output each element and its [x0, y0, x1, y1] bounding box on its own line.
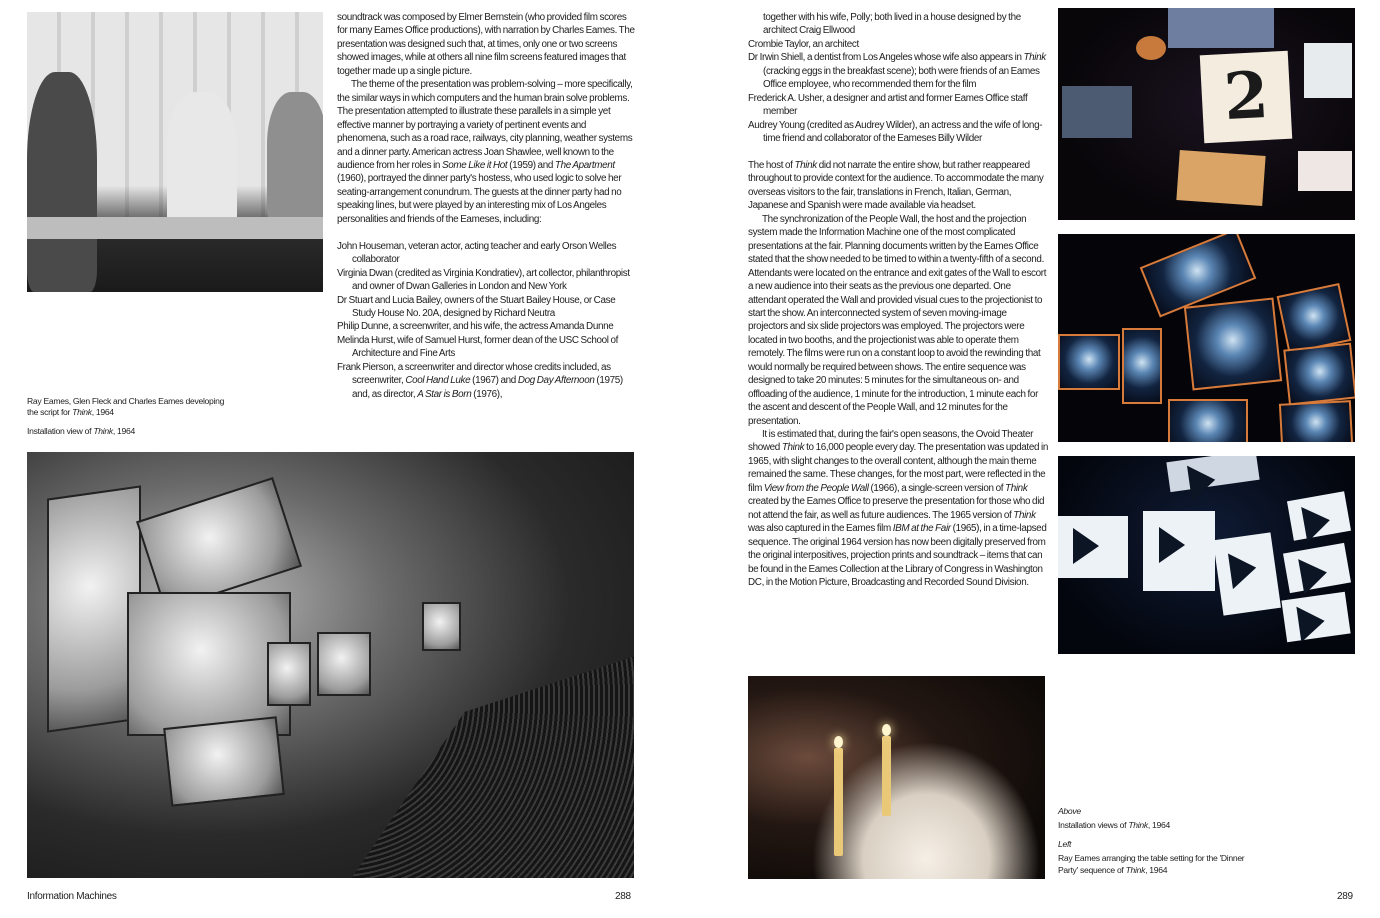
guest-item: together with his wife, Polly; both lived in a house designed by the architect Craig Ellwood: [763, 12, 1021, 37]
photo-studio: [27, 12, 323, 292]
guest-item: Virginia Dwan (credited as Virginia Kondratiev), art collector, philanthropist and owner of Dwan Galleries in London and New York: [337, 267, 630, 293]
caption-label-left: Left: [1058, 838, 1072, 849]
paragraph: It is estimated that, during the fair's open seasons, the Ovoid Theater showed Think to 16,000 people every day. The presentation was updated in 1965, with slight changes to the overall content, although the main theme remained the same. These changes, for the most part, were reflected in the film View from the People Wall (1966), a single-screen version of Think created by the Eames Office to preserve the presentation for those who did not attend the fair, as well as future audiences. The 1965 version of Think was also captured in the Eames film IBM at the Fair (1965), in a time-lapsed sequence. The original 1964 version has now been digitally preserved from the original interpositives, projection prints and soundtrack – items that can be found in the Eames Collection at the Library of Congress in Washington DC, in the Motion Picture, Broadcasting and Recorded Sound Division.: [748, 429, 1048, 589]
caption-left: Ray Eames arranging the table setting for the 'Dinner Party' sequence of Think, 1964: [1058, 853, 1245, 875]
projection-screen: [163, 716, 285, 806]
screen-twins: [1062, 86, 1132, 138]
arrow-screen: [1283, 543, 1351, 593]
candle: [882, 736, 891, 816]
figure-right: [267, 92, 323, 222]
projection-screen: [317, 632, 371, 696]
guest-item: Dr Irwin Shiell, a dentist from Los Angeles whose wife also appears in Think (cracking eggs in the breakfast scene); both were friends of an Eames Office employee, who recommended them for the film: [748, 52, 1046, 91]
numeral-two: 2: [1222, 57, 1271, 136]
lightning-screen: [1184, 298, 1282, 391]
arrow-screen: [1058, 516, 1128, 578]
disc: [1136, 36, 1166, 60]
right-column: [748, 11, 1048, 589]
running-head: Information Machines: [27, 891, 117, 902]
page-number-right: 289: [1337, 891, 1353, 902]
guest-item: Frederick A. Usher, a designer and artist and former Eames Office staff member: [748, 92, 1028, 118]
screen-numeral: [1200, 51, 1292, 143]
paragraph: soundtrack was composed by Elmer Bernstein (who provided film scores for many Eames Office productions), with narration by Charles Eames. The presentation was designed such that, at times, only one or two screens showed images, while at others all nine film screens featured images that together made up a single picture.: [337, 12, 635, 77]
lightning-screen: [1279, 400, 1353, 442]
caption-studio: Ray Eames, Glen Fleck and Charles Eames developing the script for Think, 1964 Installation view of Think, 1964: [27, 396, 227, 437]
photo-numbers: [1058, 8, 1355, 220]
guest-item: John Houseman, veteran actor, acting teacher and early Orson Welles collaborator: [337, 240, 617, 266]
lightning-screen: [1283, 343, 1355, 406]
photo-arrows: [1058, 456, 1355, 654]
guest-item: Audrey Young (credited as Audrey Wilder), an actress and the wife of long-time friend and collaborator of the Eameses Billy Wilder: [748, 119, 1043, 145]
guest-item: Frank Pierson, a screenwriter and director whose credits included, as screenwriter, Cool Hand Luke (1967) and Dog Day Afternoon (1975) and, as director, A Star is Born (1976),: [337, 361, 623, 400]
caption-right: [1058, 806, 1258, 876]
figure-left: [27, 72, 97, 292]
guest-item: Philip Dunne, a screenwriter, and his wife, the actress Amanda Dunne: [337, 321, 614, 333]
guest-item: Melinda Hurst, wife of Samuel Hurst, former dean of the USC School of Architecture and Fine Arts: [337, 334, 619, 360]
caption-above: Installation views of Think, 1964: [1058, 820, 1170, 831]
caption-label-above: Above: [1058, 806, 1081, 816]
candle: [834, 748, 843, 856]
arrow-screen: [1287, 491, 1351, 540]
lightning-screen: [1058, 334, 1120, 390]
desk: [27, 217, 323, 239]
screen-top: [1168, 8, 1274, 48]
lightning-screen: [1122, 328, 1162, 404]
arrow-screen: [1143, 511, 1215, 591]
caption-theater: Installation view of Think, 1964: [27, 425, 135, 436]
projection-screen: [422, 602, 461, 651]
candle-flame: [834, 736, 843, 748]
page-number-left: 288: [615, 891, 631, 902]
guest-item: Crombie Taylor, an architect: [748, 38, 859, 50]
screen-apples: [1298, 151, 1352, 191]
screen-ruler: [1176, 150, 1265, 206]
lightning-screen: [1168, 399, 1248, 442]
arrow-screen: [1166, 456, 1259, 492]
photo-lightning: [1058, 234, 1355, 442]
arrow-screen: [1281, 592, 1350, 642]
figure-center: [167, 92, 237, 232]
paragraph: The theme of the presentation was problem-solving – more specifically, the similar ways in which computers and the human brain solve problems. The presentation attempted to illustrate these parallels in a simple yet effective manner by portraying a variety of pertinent events and phenomena, such as a road race, railways, city planning, weather systems and a dinner party. American actress Joan Shawlee, well known to the audience from her roles in Some Like it Hot (1959) and The Apartment (1960), portrayed the dinner party's hostess, who used logic to solve her seating-arrangement conundrum. The guests at the dinner party had no speaking lines, but were played by an interesting mix of Los Angeles personalities and friends of the Eameses, including:: [337, 79, 633, 225]
photo-dinner: [748, 676, 1045, 879]
projection-screen: [136, 477, 302, 611]
audience: [258, 656, 634, 878]
paragraph: The host of Think did not narrate the entire show, but rather reappeared throughout to provide context for the audience. To accommodate the many overseas visitors to the fair, translations in French, Italian, German, Japanese and Spanish were made available via headset.: [748, 159, 1044, 212]
photo-theater: [27, 452, 634, 878]
screen-hands: [1304, 43, 1352, 98]
projection-screen: [267, 642, 311, 706]
arrow-screen: [1213, 532, 1281, 615]
paragraph: The synchronization of the People Wall, the host and the projection system made the Information Machine one of the most complicated presentations at the fair. Planning documents written by the Eames Office stated that the show needed to be timed to within a twenty-fifth of a second. Attendants were located on the entrance and exit gates of the Wall to escort a new audience into their seats as the previous one departed. One attendant operated the Wall and provided visual cues to the projectionist to start the show. An interconnected system of seven moving-image projectors and six slide projectors was employed. The projectors were located in two booths, and the projectionist was able to operate them remotely. The films were run on a constant loop to avoid the rewinding that would normally be required between shows. The entire sequence was designed to take 20 minutes: 5 minutes for the simultaneous on- and offloading of the audience, 1 minute for the introduction, 1 minute each for the ascent and descent of the People Wall, and 12 minutes for the presentation.: [748, 213, 1047, 427]
candle-flame: [882, 724, 891, 736]
guest-item: Dr Stuart and Lucia Bailey, owners of the Stuart Bailey House, or Case Study House No. 20A, designed by Richard Neutra: [337, 294, 616, 319]
left-column: [337, 11, 637, 401]
